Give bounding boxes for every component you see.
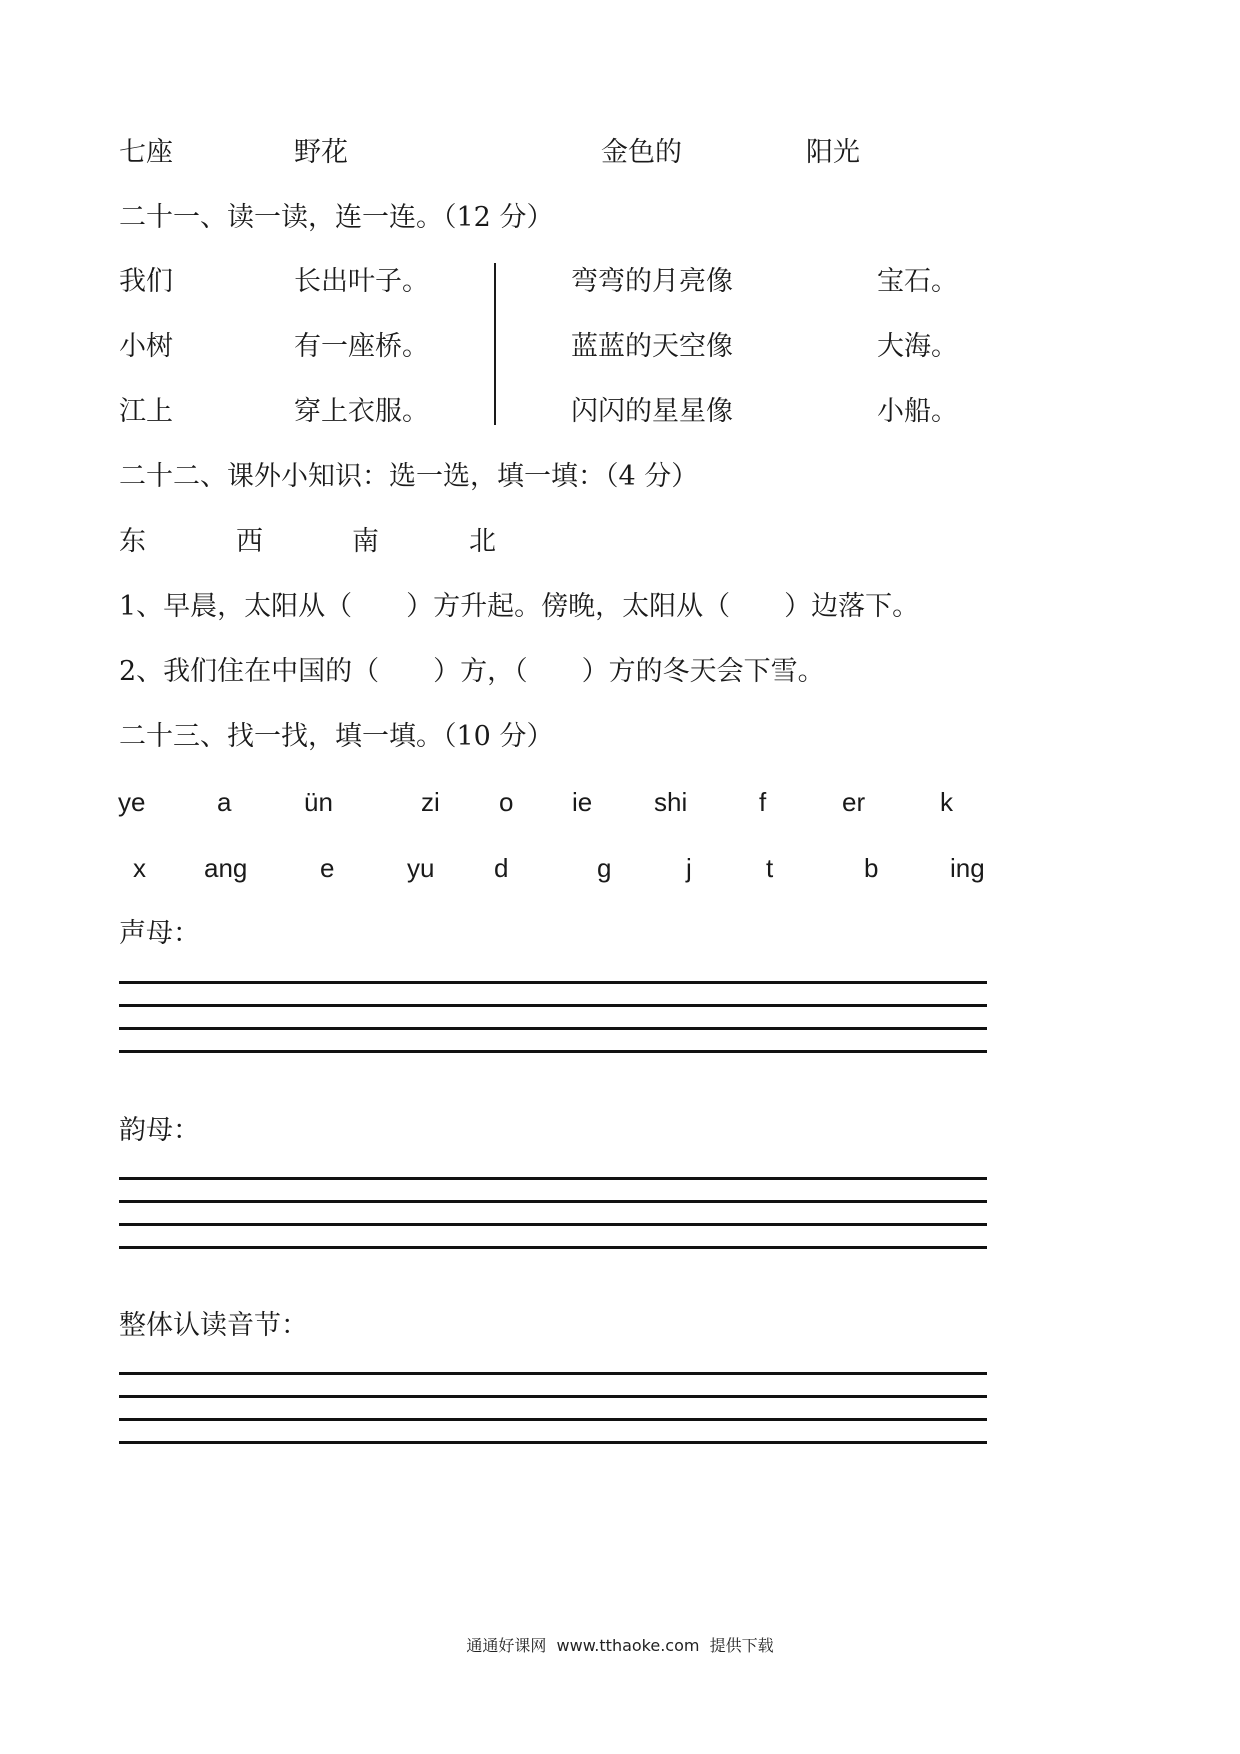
- pinyin-d: d: [494, 853, 509, 883]
- writing-line: [119, 981, 987, 984]
- pinyin-a: a: [217, 787, 232, 817]
- pinyin-yu: yu: [407, 853, 435, 883]
- q21-right-object-2: 大海。: [877, 331, 958, 362]
- writing-line: [119, 1246, 987, 1249]
- pinyin-shi: shi: [654, 787, 688, 817]
- label-zhengti-rendu: 整体认读音节：: [119, 1310, 308, 1341]
- q22-option-south: 南: [352, 526, 379, 557]
- pinyin-ie: ie: [572, 787, 593, 817]
- word-yehua: 野花: [294, 137, 348, 168]
- word-qizuo: 七座: [119, 137, 173, 168]
- q21-right-subject-1: 弯弯的月亮像: [571, 266, 733, 297]
- pinyin-g: g: [597, 853, 612, 883]
- pinyin-ang: ang: [204, 853, 248, 883]
- q22-item-2: 2、我们住在中国的（ ）方，（ ）方的冬天会下雪。: [119, 656, 825, 687]
- q21-left-subject-1: 我们: [119, 266, 173, 297]
- q21-left-subject-3: 江上: [119, 396, 173, 427]
- q21-left-predicate-1: 长出叶子。: [294, 266, 429, 297]
- pinyin-ing: ing: [950, 853, 985, 883]
- q21-left-subject-2: 小树: [119, 331, 173, 362]
- writing-line: [119, 1004, 987, 1007]
- pinyin-j: j: [686, 853, 692, 883]
- writing-line: [119, 1027, 987, 1030]
- q22-option-north: 北: [469, 526, 496, 557]
- pinyin-er: er: [842, 787, 866, 817]
- word-yangguang: 阳光: [806, 137, 860, 168]
- pinyin-k: k: [940, 787, 953, 817]
- label-yunmu: 韵母：: [119, 1115, 200, 1146]
- writing-line: [119, 1050, 987, 1053]
- pinyin-x: x: [133, 853, 146, 883]
- q21-right-subject-3: 闪闪的星星像: [571, 396, 733, 427]
- q21-left-predicate-3: 穿上衣服。: [294, 396, 429, 427]
- writing-line: [119, 1177, 987, 1180]
- q21-title: 二十一、读一读，连一连。（12 分）: [119, 202, 554, 233]
- writing-line: [119, 1441, 987, 1444]
- pinyin-un: ün: [304, 787, 333, 817]
- q22-option-east: 东: [119, 526, 146, 557]
- writing-line: [119, 1200, 987, 1203]
- pinyin-f: f: [759, 787, 767, 817]
- pinyin-t: t: [766, 853, 774, 883]
- q21-left-predicate-2: 有一座桥。: [294, 331, 429, 362]
- pinyin-zi: zi: [421, 787, 440, 817]
- pinyin-b: b: [864, 853, 879, 883]
- q21-right-subject-2: 蓝蓝的天空像: [571, 331, 733, 362]
- footer-credit: 通通好课网 www.tthaoke.com 提供下载: [466, 1636, 774, 1655]
- writing-line: [119, 1223, 987, 1226]
- q23-title: 二十三、找一找，填一填。（10 分）: [119, 721, 554, 752]
- q22-item-1: 1、早晨，太阳从（ ）方升起。傍晚，太阳从（ ）边落下。: [119, 591, 920, 622]
- word-jinsede: 金色的: [601, 137, 682, 168]
- pinyin-o: o: [499, 787, 514, 817]
- q21-right-object-1: 宝石。: [877, 266, 958, 297]
- pinyin-ye: ye: [118, 787, 146, 817]
- q22-option-west: 西: [236, 526, 263, 557]
- writing-line: [119, 1395, 987, 1398]
- q22-title: 二十二、课外小知识：选一选，填一填：（4 分）: [119, 461, 699, 492]
- pinyin-e: e: [320, 853, 335, 883]
- writing-line: [119, 1372, 987, 1375]
- writing-line: [119, 1418, 987, 1421]
- label-shengmu: 声母：: [119, 918, 200, 949]
- q21-right-object-3: 小船。: [877, 396, 958, 427]
- q21-divider: [494, 263, 496, 425]
